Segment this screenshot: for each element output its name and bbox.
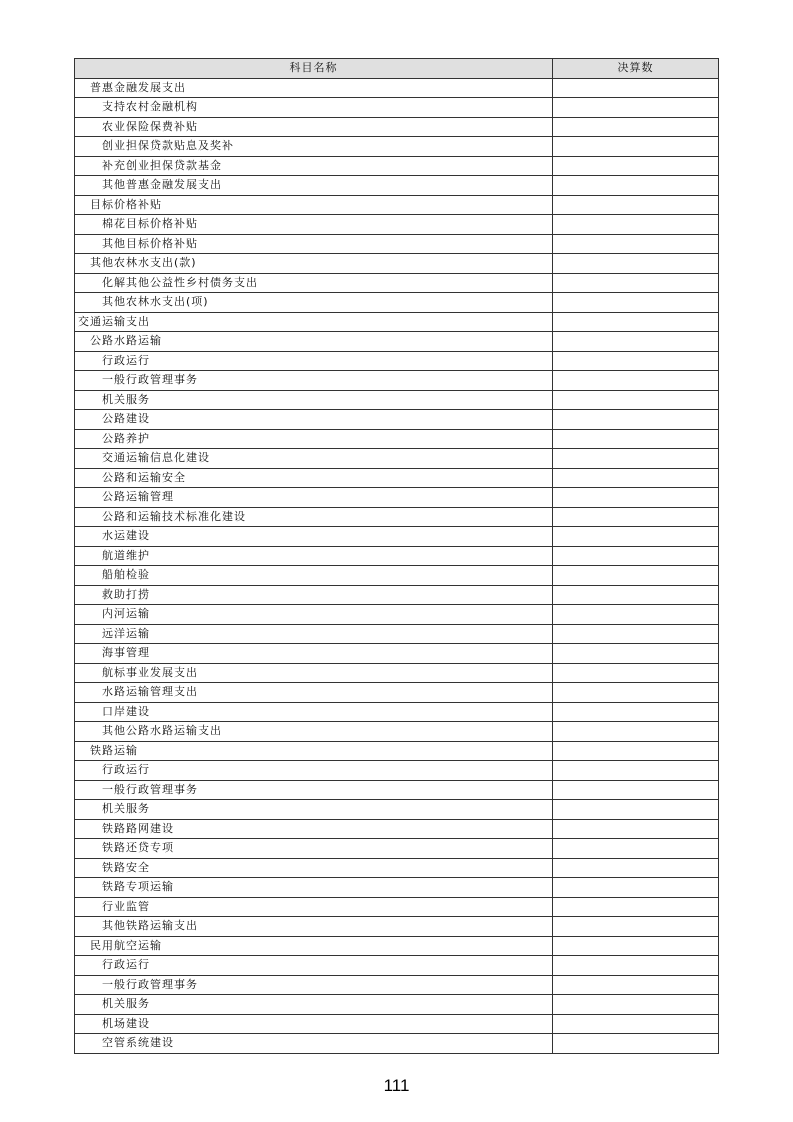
- final-amount-cell: [553, 995, 719, 1015]
- item-name-cell: 其他铁路运输支出: [75, 917, 553, 937]
- final-amount-cell: [553, 917, 719, 937]
- table-row: [75, 878, 719, 898]
- table-row: [75, 585, 719, 605]
- table-body: [75, 78, 719, 1053]
- final-amount-cell: [553, 273, 719, 293]
- budget-table: [74, 58, 719, 1054]
- table-row: [75, 819, 719, 839]
- final-amount-cell: [553, 780, 719, 800]
- item-name-cell: 其他目标价格补贴: [75, 234, 553, 254]
- table-row: [75, 800, 719, 820]
- table-row: [75, 624, 719, 644]
- item-name-cell: 行政运行: [75, 351, 553, 371]
- item-name-cell: 空管系统建设: [75, 1034, 553, 1054]
- item-name-cell: 公路和运输技术标准化建设: [75, 507, 553, 527]
- final-amount-cell: [553, 429, 719, 449]
- final-amount-cell: [553, 741, 719, 761]
- item-name-cell: 海事管理: [75, 644, 553, 664]
- table-row: [75, 741, 719, 761]
- table-row: [75, 254, 719, 274]
- final-amount-cell: [553, 975, 719, 995]
- item-name-cell: 其他农林水支出(项): [75, 293, 553, 313]
- table-row: [75, 761, 719, 781]
- item-name-cell: 水运建设: [75, 527, 553, 547]
- final-amount-cell: [553, 195, 719, 215]
- table-row: [75, 566, 719, 586]
- table-row: [75, 429, 719, 449]
- item-name-cell: 远洋运输: [75, 624, 553, 644]
- table-row: [75, 176, 719, 196]
- final-amount-cell: [553, 605, 719, 625]
- item-name-cell: 内河运输: [75, 605, 553, 625]
- final-amount-cell: [553, 410, 719, 430]
- table-row: [75, 156, 719, 176]
- item-name-cell: 水路运输管理支出: [75, 683, 553, 703]
- final-amount-cell: [553, 449, 719, 469]
- table-row: [75, 332, 719, 352]
- header-final-amount: 决算数: [553, 59, 719, 79]
- item-name-cell: 船舶检验: [75, 566, 553, 586]
- final-amount-cell: [553, 878, 719, 898]
- item-name-cell: 铁路路网建设: [75, 819, 553, 839]
- table-row: [75, 137, 719, 157]
- item-name-cell: 普惠金融发展支出: [75, 78, 553, 98]
- final-amount-cell: [553, 507, 719, 527]
- table-row: [75, 312, 719, 332]
- item-name-cell: 机场建设: [75, 1014, 553, 1034]
- table-row: [75, 1034, 719, 1054]
- item-name-cell: 铁路运输: [75, 741, 553, 761]
- table-row: [75, 897, 719, 917]
- table-row: [75, 195, 719, 215]
- table-row: [75, 995, 719, 1015]
- final-amount-cell: [553, 644, 719, 664]
- final-amount-cell: [553, 1034, 719, 1054]
- item-name-cell: 民用航空运输: [75, 936, 553, 956]
- item-name-cell: 支持农村金融机构: [75, 98, 553, 118]
- item-name-cell: 公路建设: [75, 410, 553, 430]
- table-row: [75, 975, 719, 995]
- table-row: [75, 936, 719, 956]
- final-amount-cell: [553, 702, 719, 722]
- item-name-cell: 航标事业发展支出: [75, 663, 553, 683]
- table-row: [75, 917, 719, 937]
- final-amount-cell: [553, 176, 719, 196]
- table-row: [75, 410, 719, 430]
- final-amount-cell: [553, 761, 719, 781]
- final-amount-cell: [553, 527, 719, 547]
- table-row: [75, 215, 719, 235]
- item-name-cell: 其他农林水支出(款): [75, 254, 553, 274]
- table-row: [75, 527, 719, 547]
- table-row: [75, 449, 719, 469]
- table-row: [75, 468, 719, 488]
- final-amount-cell: [553, 683, 719, 703]
- item-name-cell: 一般行政管理事务: [75, 975, 553, 995]
- final-amount-cell: [553, 800, 719, 820]
- item-name-cell: 棉花目标价格补贴: [75, 215, 553, 235]
- item-name-cell: 创业担保贷款贴息及奖补: [75, 137, 553, 157]
- item-name-cell: 农业保险保费补贴: [75, 117, 553, 137]
- final-amount-cell: [553, 156, 719, 176]
- item-name-cell: 目标价格补贴: [75, 195, 553, 215]
- item-name-cell: 航道维护: [75, 546, 553, 566]
- item-name-cell: 公路运输管理: [75, 488, 553, 508]
- item-name-cell: 机关服务: [75, 995, 553, 1015]
- table-row: [75, 293, 719, 313]
- final-amount-cell: [553, 293, 719, 313]
- final-amount-cell: [553, 858, 719, 878]
- final-amount-cell: [553, 215, 719, 235]
- final-amount-cell: [553, 722, 719, 742]
- table-row: [75, 507, 719, 527]
- item-name-cell: 其他公路水路运输支出: [75, 722, 553, 742]
- table-row: [75, 722, 719, 742]
- final-amount-cell: [553, 956, 719, 976]
- item-name-cell: 机关服务: [75, 390, 553, 410]
- table-row: [75, 605, 719, 625]
- final-amount-cell: [553, 897, 719, 917]
- table-row: [75, 117, 719, 137]
- item-name-cell: 铁路安全: [75, 858, 553, 878]
- item-name-cell: 行业监管: [75, 897, 553, 917]
- page-number: 111: [383, 1076, 410, 1095]
- final-amount-cell: [553, 390, 719, 410]
- table-row: [75, 390, 719, 410]
- table-row: [75, 78, 719, 98]
- item-name-cell: 公路养护: [75, 429, 553, 449]
- final-amount-cell: [553, 585, 719, 605]
- item-name-cell: 救助打捞: [75, 585, 553, 605]
- final-amount-cell: [553, 117, 719, 137]
- table-row: [75, 98, 719, 118]
- final-amount-cell: [553, 488, 719, 508]
- table-row: [75, 644, 719, 664]
- final-amount-cell: [553, 371, 719, 391]
- table-row: [75, 702, 719, 722]
- final-amount-cell: [553, 936, 719, 956]
- item-name-cell: 一般行政管理事务: [75, 780, 553, 800]
- final-amount-cell: [553, 78, 719, 98]
- table-row: [75, 273, 719, 293]
- final-amount-cell: [553, 1014, 719, 1034]
- final-amount-cell: [553, 254, 719, 274]
- item-name-cell: 铁路专项运输: [75, 878, 553, 898]
- table-row: [75, 780, 719, 800]
- final-amount-cell: [553, 839, 719, 859]
- table-row: [75, 351, 719, 371]
- final-amount-cell: [553, 312, 719, 332]
- final-amount-cell: [553, 234, 719, 254]
- item-name-cell: 公路水路运输: [75, 332, 553, 352]
- table-row: [75, 956, 719, 976]
- table-row: [75, 663, 719, 683]
- table-row: [75, 488, 719, 508]
- header-item-name: 科目名称: [75, 59, 553, 79]
- table-row: [75, 839, 719, 859]
- table-row: [75, 546, 719, 566]
- item-name-cell: 交通运输信息化建设: [75, 449, 553, 469]
- table-row: [75, 371, 719, 391]
- item-name-cell: 铁路还贷专项: [75, 839, 553, 859]
- final-amount-cell: [553, 546, 719, 566]
- table-row: [75, 683, 719, 703]
- item-name-cell: 其他普惠金融发展支出: [75, 176, 553, 196]
- final-amount-cell: [553, 663, 719, 683]
- item-name-cell: 一般行政管理事务: [75, 371, 553, 391]
- item-name-cell: 交通运输支出: [75, 312, 553, 332]
- item-name-cell: 口岸建设: [75, 702, 553, 722]
- final-amount-cell: [553, 566, 719, 586]
- table-row: [75, 858, 719, 878]
- table-row: [75, 1014, 719, 1034]
- final-amount-cell: [553, 468, 719, 488]
- item-name-cell: 化解其他公益性乡村债务支出: [75, 273, 553, 293]
- final-amount-cell: [553, 624, 719, 644]
- final-amount-cell: [553, 819, 719, 839]
- item-name-cell: 公路和运输安全: [75, 468, 553, 488]
- item-name-cell: 补充创业担保贷款基金: [75, 156, 553, 176]
- final-amount-cell: [553, 351, 719, 371]
- final-amount-cell: [553, 137, 719, 157]
- table-row: [75, 234, 719, 254]
- item-name-cell: 机关服务: [75, 800, 553, 820]
- final-amount-cell: [553, 98, 719, 118]
- item-name-cell: 行政运行: [75, 761, 553, 781]
- item-name-cell: 行政运行: [75, 956, 553, 976]
- table-header-row: [75, 59, 719, 79]
- final-amount-cell: [553, 332, 719, 352]
